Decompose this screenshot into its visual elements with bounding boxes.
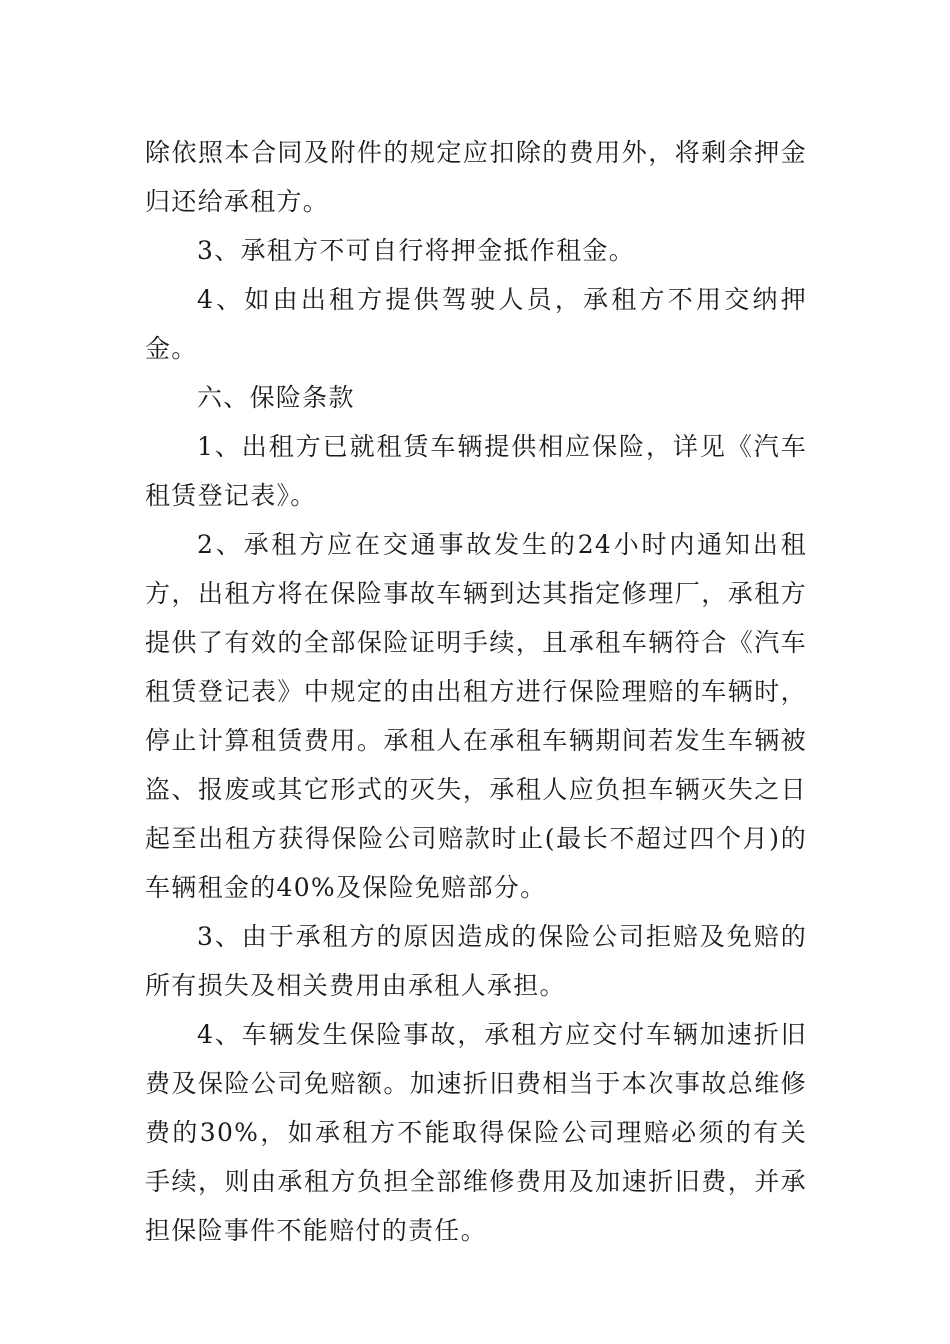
paragraph-insurance-provided: 1、出租方已就租赁车辆提供相应保险，详见《汽车租赁登记表》。 xyxy=(145,432,807,510)
paragraph-deposit-not-rent: 3、承租方不可自行将押金抵作租金。 xyxy=(197,236,636,265)
paragraph-deposit-return: 除依照本合同及附件的规定应扣除的费用外，将剩余押金归还给承租方。 xyxy=(145,138,807,216)
paragraph-depreciation-fee: 4、车辆发生保险事故，承租方应交付车辆加速折旧费及保险公司免赔额。加速折旧费相当于本次事故总维修费的30%，如承租方不能取得保险公司理赔必须的有关手续，则由承租方负担全部维修费用及加速折旧费，并承担保险事件不能赔付的责任。 xyxy=(145,1020,807,1245)
paragraph-driver-no-deposit: 4、如由出租方提供驾驶人员，承租方不用交纳押金。 xyxy=(145,285,807,363)
section-heading-insurance: 六、保险条款 xyxy=(197,383,355,412)
document-page xyxy=(145,128,807,1255)
paragraph-claim-refusal: 3、由于承租方的原因造成的保险公司拒赔及免赔的所有损失及相关费用由承租人承担。 xyxy=(145,922,807,1000)
paragraph-accident-notification: 2、承租方应在交通事故发生的24小时内通知出租方，出租方将在保险事故车辆到达其指定修理厂，承租方提供了有效的全部保险证明手续，且承租车辆符合《汽车租赁登记表》中规定的由出租方进行保险理赔的车辆时，停止计算租赁费用。承租人在承租车辆期间若发生车辆被盗、报废或其它形式的灭失，承租人应负担车辆灭失之日起至出租方获得保险公司赔款时止(最长不超过四个月)的车辆租金的40%及保险免赔部分。 xyxy=(145,530,807,902)
